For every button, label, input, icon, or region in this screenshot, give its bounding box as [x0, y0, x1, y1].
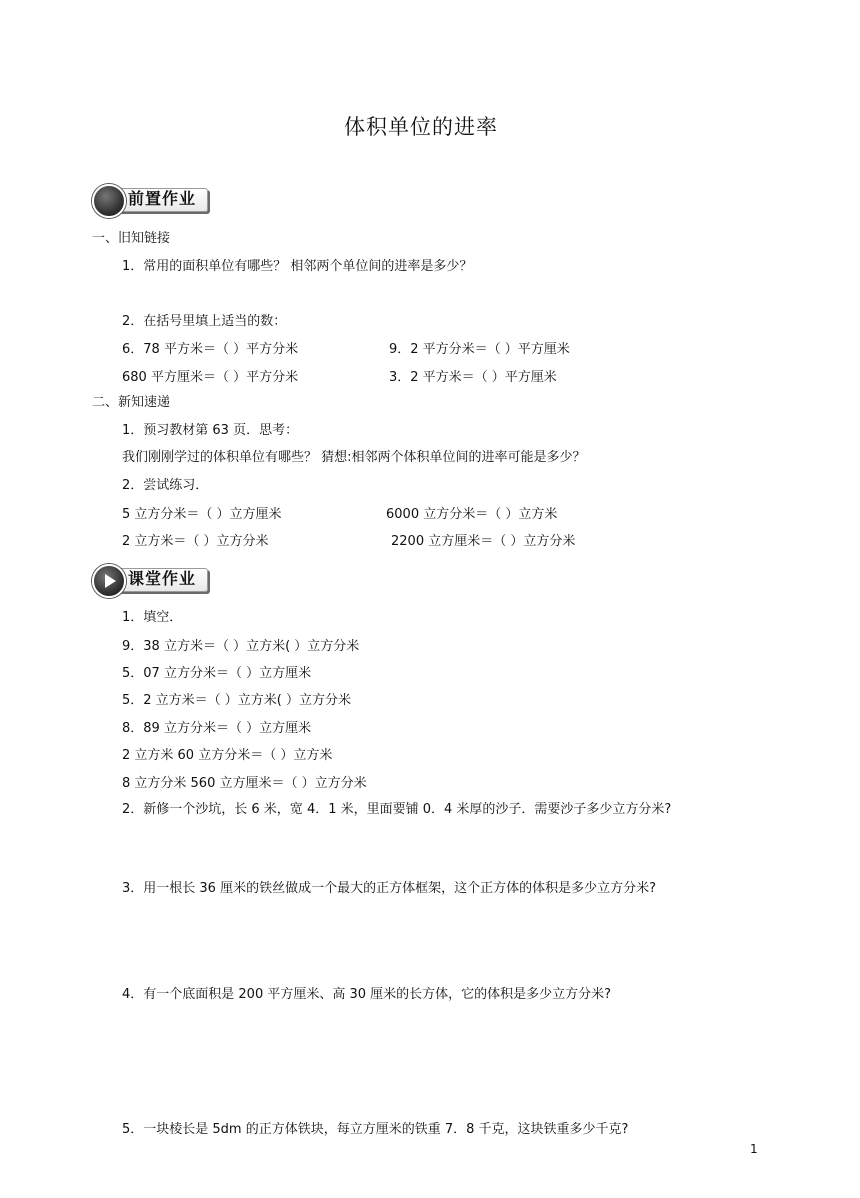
fill-blank-item: 2 立方米＝（ ）立方分米 — [122, 534, 269, 549]
question-text: 2．在括号里填上适当的数： — [122, 314, 287, 329]
fill-blank-item: 5 立方分米＝（ ）立方厘米 — [122, 507, 282, 522]
page-number: 1 — [750, 1142, 758, 1156]
question-text: 1．常用的面积单位有哪些？ 相邻两个单位间的进率是多少？ — [122, 259, 473, 274]
question-text: 我们刚刚学过的体积单位有哪些？ 猜想:相邻两个体积单位间的进率可能是多少？ — [122, 450, 586, 465]
fill-blank-item: 9．38 立方米＝（ ）立方米( ）立方分米 — [122, 639, 360, 654]
play-icon — [92, 564, 126, 598]
fill-blank-item: 8 立方分米 560 立方厘米＝（ ）立方分米 — [122, 776, 367, 791]
question-text: 4．有一个底面积是 200 平方厘米、高 30 厘米的长方体，它的体积是多少立方分米? — [122, 987, 612, 1002]
fill-blank-item: 5．07 立方分米＝（ ）立方厘米 — [122, 666, 312, 681]
class-homework-badge-label: 课堂作业 — [128, 569, 197, 588]
pre-homework-badge — [92, 184, 208, 214]
fill-blank-item: 3．2 平方米＝（ ）平方厘米 — [389, 370, 557, 385]
fill-blank-item: 8．89 立方分米＝（ ）立方厘米 — [122, 721, 312, 736]
fill-blank-item: 2 立方米 60 立方分米＝（ ）立方米 — [122, 748, 333, 763]
question-text: 2．尝试练习． — [122, 478, 209, 493]
swirl-icon — [92, 184, 126, 218]
fill-blank-item: 6．78 平方米＝（ ）平方分米 — [122, 342, 299, 357]
pre-homework-badge-label: 前置作业 — [128, 189, 197, 208]
class-homework-badge — [92, 564, 208, 594]
question-text: 1．填空． — [122, 610, 183, 625]
question-text: 3．用一根长 36 厘米的铁丝做成一个最大的正方体框架，这个正方体的体积是多少立方分米? — [122, 881, 656, 896]
fill-blank-item: 9．2 平方分米＝（ ）平方厘米 — [389, 342, 570, 357]
question-text: 2．新修一个沙坑，长 6 米，宽 4．1 米，里面要铺 0．4 米厚的沙子．需要沙子多少立方分米? — [122, 802, 672, 817]
section-heading-review: 一、旧知链接 — [92, 231, 171, 246]
question-text: 5．一块棱长是 5dm 的正方体铁块，每立方厘米的铁重 7．8 千克，这块铁重多少千克? — [122, 1122, 629, 1137]
fill-blank-item: 2200 立方厘米＝（ ）立方分米 — [391, 534, 576, 549]
fill-blank-item: 5．2 立方米＝（ ）立方米( ）立方分米 — [122, 693, 352, 708]
fill-blank-item: 680 平方厘米＝（ ）平方分米 — [122, 370, 299, 385]
question-text: 1．预习教材第 63 页．思考： — [122, 423, 299, 438]
fill-blank-item: 6000 立方分米＝（ ）立方米 — [386, 507, 558, 522]
section-heading-preview: 二、新知速递 — [92, 395, 171, 410]
page-title: 体积单位的进率 — [344, 115, 498, 139]
